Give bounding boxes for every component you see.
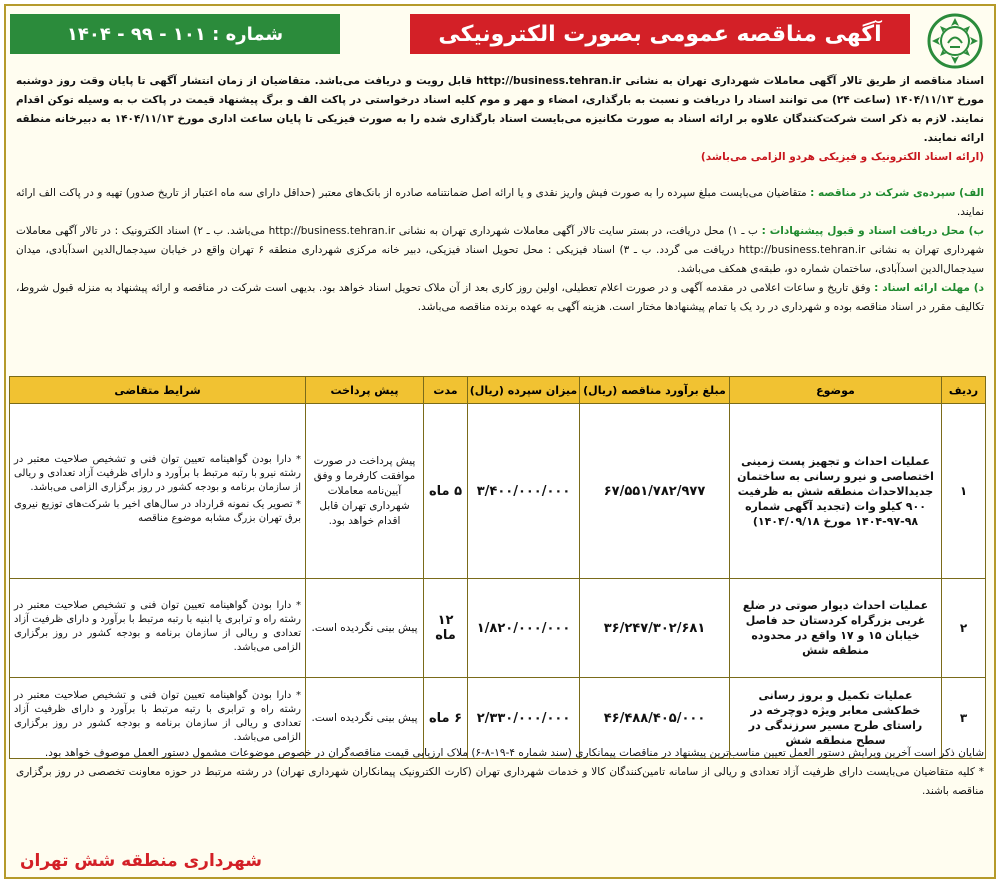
row-duration: ۱۲ ماه	[424, 579, 468, 678]
condition-item: * تصویر یک نمونه قرارداد در سال‌های اخیر با شرکت‌های توزیع نیروی برق تهران بزرگ مشابه موضوع مناقصه	[14, 499, 301, 524]
tender-table-wrapper	[14, 376, 986, 747]
row-subject: عملیات احداث دیوار صوتی در ضلع غربی بزرگراه کردستان حد فاصل خیابان ۱۵ و ۱۷ واقع در محدوده منطقه شش	[730, 579, 942, 678]
tender-table	[9, 376, 986, 759]
footer-note: * کلیه متقاضیان می‌بایست دارای ظرفیت آزاد تعدادی و ریالی از سامانه تامین‌کنندگان کالا و خدمات شهرداری تهران (کارت الکترونیک پیمانکاران شهرداری تهران) در رشته مرتبط در حوزه معاونت تخصصی در روز برگزاری مناقصه باشند.	[16, 766, 984, 797]
table-row	[10, 404, 986, 579]
header-conditions: شرایط متقاضی	[10, 377, 306, 404]
footer-paragraph: شایان ذکر است آخرین ویرایش دستور العمل تعیین مناسب‌ترین پیشنهاد در مناقصات پیمانکاری (سند شماره ۴-۱۹-۸-۶) ملاک ارزیابی قیمت مناقصه‌گران در خصوص موضوعات مشمول دستور العمل موصوف خواهد بود.	[44, 747, 984, 759]
header-deposit: میزان سپرده (ریال)	[468, 377, 580, 404]
row-prepay: پیش پرداخت در صورت موافقت کارفرما و وفق آیین‌نامه معاملات شهرداری تهران قابل اقدام خواهد بود.	[306, 404, 424, 579]
table-row	[10, 579, 986, 678]
row-duration: ۶ ماه	[424, 678, 468, 759]
row-deposit: ۱/۸۲۰/۰۰۰/۰۰۰	[468, 579, 580, 678]
condition-item: * دارا بودن گواهینامه تعیین توان فنی و تشخیص صلاحیت معتبر در رشته نیرو با رتبه مرتبط با برآورد و دارای ظرفیت آزاد تعدادی و ریالی از سازمان برنامه و بودجه کشور در روز برگزاری الزامی می‌باشد.	[14, 454, 301, 493]
tender-notice	[4, 4, 996, 879]
row-conditions	[10, 579, 306, 678]
notice-header	[10, 10, 990, 70]
table-header-row	[10, 377, 986, 404]
row-number: ۳	[942, 678, 986, 759]
section-d	[16, 279, 984, 317]
section-d-title: د) مهلت ارائه اسناد :	[874, 282, 984, 294]
row-duration: ۵ ماه	[424, 404, 468, 579]
footer-block	[16, 744, 984, 801]
row-number: ۱	[942, 404, 986, 579]
header-subject: موضوع	[730, 377, 942, 404]
row-number: ۲	[942, 579, 986, 678]
signature: شهرداری منطقه شش تهران	[20, 851, 263, 871]
notice-number: شماره : ۱۰۱ - ۹۹ - ۱۴۰۴	[10, 14, 340, 54]
row-estimate: ۶۷/۵۵۱/۷۸۲/۹۷۷	[580, 404, 730, 579]
row-prepay: پیش بینی نگردیده است.	[306, 678, 424, 759]
condition-item: * دارا بودن گواهینامه تعیین توان فنی و تشخیص صلاحیت معتبر در رشته راه و ترابری یا ابنیه با رتبه مرتبط با برآورد و دارای ظرفیت آزاد تعدادی و ریالی از سازمان برنامه و بودجه کشور در روز برگزاری الزامی می‌باشد.	[14, 599, 301, 653]
intro-note: (ارائه اسناد الکترونیک و فیزیکی هردو الزامی می‌باشد)	[700, 151, 984, 163]
header-duration: مدت	[424, 377, 468, 404]
section-b	[16, 222, 984, 279]
row-deposit: ۲/۳۳۰/۰۰۰/۰۰۰	[468, 678, 580, 759]
row-deposit: ۳/۴۰۰/۰۰۰/۰۰۰	[468, 404, 580, 579]
tehran-municipality-logo-icon	[926, 12, 984, 70]
section-a	[16, 184, 984, 222]
condition-item: * دارا بودن گواهینامه تعیین توان فنی و تشخیص صلاحیت معتبر در رشته راه و ترابری با رتبه مرتبط با برآورد و دارای ظرفیت آزاد تعدادی و ریالی از سازمان برنامه و بودجه کشور در روز برگزاری الزامی می‌باشد.	[14, 689, 301, 743]
row-conditions	[10, 404, 306, 579]
row-subject: عملیات احداث و تجهیز پست زمینی اختصاصی و نیرو رسانی به ساختمان جدیدالاحداث منطقه شش به ظرفیت ۹۰۰ کیلو وات (تجدید آگهی شماره ۹۸-۹۷-۱۴۰۴ مورخ ۱۴۰۴/۰۹/۱۸)	[730, 404, 942, 579]
row-estimate: ۴۶/۴۸۸/۴۰۵/۰۰۰	[580, 678, 730, 759]
row-subject: عملیات تکمیل و بروز رسانی خط‌کشی معابر ویژه دوچرخه در راستای طرح مسیر سرزندگی در سطح منطقه شش	[730, 678, 942, 759]
notice-title: آگهی مناقصه عمومی بصورت الکترونیکی	[410, 14, 910, 54]
conditions-sections	[16, 184, 984, 317]
section-a-title: الف) سپرده‌ی شرکت در مناقصه :	[810, 187, 984, 199]
header-estimate: مبلغ برآورد مناقصه (ریال)	[580, 377, 730, 404]
section-b-title: ب) محل دریافت اسناد و قبول پیشنهادات :	[761, 225, 985, 237]
section-b-text: ب ـ ۱) محل دریافت، در بستر سایت تالار آگهی معاملات شهرداری تهران به نشانی http://business.tehran.ir می‌باشد. ب ـ ۲) اسناد الکترونیک : در تالار آگهی معاملات شهرداری تهران به نشانی http://business.tehran.ir دریافت می گردد. ب ـ ۳) اسناد فیزیکی : محل تحویل اسناد فیزیکی، دبیر خانه مرکزی شهرداری منطقه ۶ تهران واقع در خیابان سیدجمال‌الدین اسدآبادی، میدان سیدجمال‌الدین اسدآبادی، ساختمان شماره دو، طبقه‌ی همکف می‌باشد.	[16, 225, 984, 275]
header-row-num: ردیف	[942, 377, 986, 404]
header-prepay: پیش پرداخت	[306, 377, 424, 404]
row-estimate: ۳۶/۲۴۷/۳۰۲/۶۸۱	[580, 579, 730, 678]
section-d-text: وفق تاریخ و ساعات اعلامی در مقدمه آگهی و در صورت اعلام تعطیلی، اولین روز کاری بعد از آن ملاک تحویل اسناد خواهد بود. بدیهی است شرکت در مناقصه و ارائه پیشنهاد به منزله قبول شروط، تکالیف مقرر در اسناد مناقصه بوده و شهرداری در رد یک یا تمام پیشنهادها مختار است. هزینه آگهی به عهده برنده مناقصه می‌باشد.	[16, 282, 984, 313]
intro-paragraph: اسناد مناقصه از طریق تالار آگهی معاملات شهرداری تهران به نشانی http://business.tehran.ir قابل رویت و دریافت می‌باشد. متقاضیان از زمان انتشار آگهی تا پایان وقت روز دوشنبه مورخ ۱۴۰۴/۱۱/۱۳ (ساعت ۲۴) می توانند اسناد را دریافت و نسبت به بارگذاری، امضاء و مهر و موم کلیه اسناد درخواستی در پاکت الف و برگ پیشنهاد قیمت در پاکت ب به وسیله توکن اقدام نمایند. لازم به ذکر است شرکت‌کنندگان علاوه بر ارائه اسناد به صورت مکانیزه می‌بایست اسناد بارگذاری شده را به صورت فیزیکی تا پایان ساعت اداری مورخ ۱۴۰۴/۱۱/۱۳ به دبیرخانه منطقه ارائه نمایند.	[16, 75, 985, 144]
section-a-text: متقاضیان می‌بایست مبلغ سپرده را به صورت فیش واریز نقدی و یا ارائه اصل ضمانتنامه صادره از بانک‌های معتبر (حداقل دارای سه ماه اعتبار از تاریخ صدور) تهیه و در پاکت الف ارائه نمایند.	[16, 187, 984, 218]
row-prepay: پیش بینی نگردیده است.	[306, 579, 424, 678]
intro-block	[16, 72, 984, 167]
